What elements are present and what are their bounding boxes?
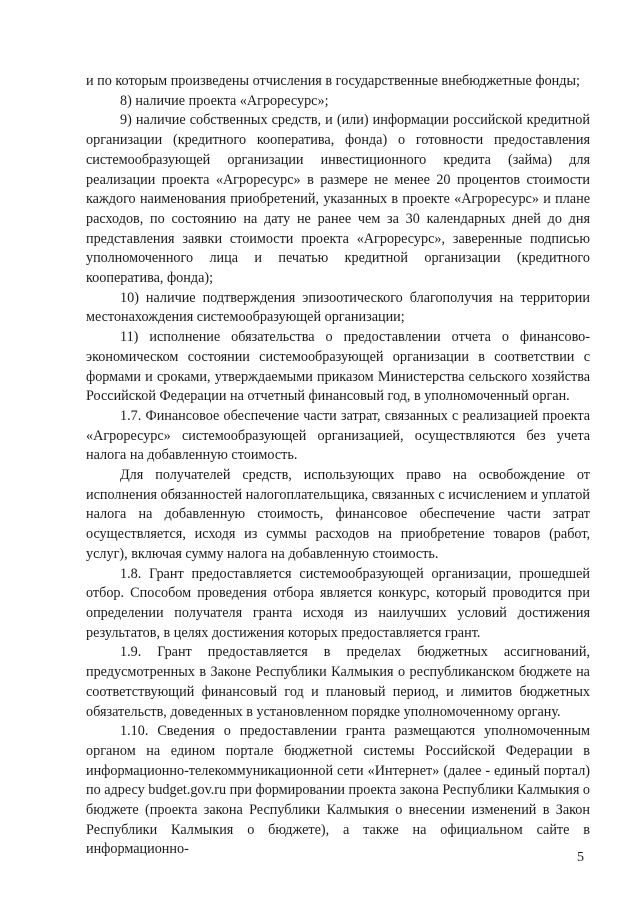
paragraph-section-1-7-continued: Для получателей средств, использующих право на освобождение от исполнения обязанностей налогоплательщика, связанных с исчислением и уплатой налога на добавленную стоимость, финансовое обеспечение части затрат осуществляется, исходя из суммы расходов на приобретение товаров (работ, услуг), включая сумму налога на добавленную стоимость. xyxy=(86,467,590,562)
paragraph-item-8: 8) наличие проекта «Агроресурс»; xyxy=(120,92,329,109)
paragraph-section-1-7: 1.7. Финансовое обеспечение части затрат, связанных с реализацией проекта «Агроресурс» системообразующей организацией, осуществляются без учета налога на добавленную стоимость. xyxy=(86,407,590,464)
paragraph-item-9: 9) наличие собственных средств, и (или) информации российской кредитной организации (кредитного кооператива, фонда) о готовности предоставления системообразующей организации инвестиционного кредита (займа) для реализации проекта «Агроресурс» в размере не менее 20 процентов стоимости каждого наименования приобретений, указанных в проекте «Агроресурс» и плане расходов, по состоянию на дату не ранее чем за 30 календарных дней до дня представления заявки стоимости проекта «Агроресурс», заверенные подписью уполномоченного лица и печатью кредитной организации (кредитного кооператива, фонда); xyxy=(86,112,590,287)
paragraph-item-11: 11) исполнение обязательства о предоставлении отчета о финансово-экономическом состоянии системообразующей организации в соответствии с формами и сроками, утверждаемыми приказом Министерства сельского хозяйства Российской Федерации на отчетный финансовый год, в уполномоченный орган. xyxy=(86,329,590,405)
page-number: 5 xyxy=(577,850,584,865)
paragraph-section-1-9: 1.9. Грант предоставляется в пределах бюджетных ассигнований, предусмотренных в Законе Республики Калмыкия о республиканском бюджете на соответствующий финансовый год и плановый период, и лимитов бюджетных обязательств, доведенных в установленном порядке уполномоченному органу. xyxy=(86,644,590,720)
paragraph-fondy: и по которым произведены отчисления в государственные внебюджетные фонды; xyxy=(86,73,580,89)
paragraph-item-10: 10) наличие подтверждения эпизоотического благополучия на территории местонахождения системообразующей организации; xyxy=(86,289,590,326)
paragraph-section-1-8: 1.8. Грант предоставляется системообразующей организации, прошедшей отбор. Способом проведения отбора является конкурс, который проводится при определении получателя гранта исходя из наилучших условий достижения результатов, в целях достижения которых предоставляется грант. xyxy=(86,565,590,641)
document-body xyxy=(86,72,590,860)
paragraph-section-1-10: 1.10. Сведения о предоставлении гранта размещаются уполномоченным органом на едином портале бюджетной системы Российской Федерации в информационно-телекоммуникационной сети «Интернет» (далее - единый портал) по адресу budget.gov.ru при формировании проекта закона Республики Калмыкия о бюджете (проекта закона Республики Калмыкия о внесении изменений в Закон Республики Калмыкия о бюджете), а также на официальном сайте в информационно- xyxy=(86,723,590,858)
